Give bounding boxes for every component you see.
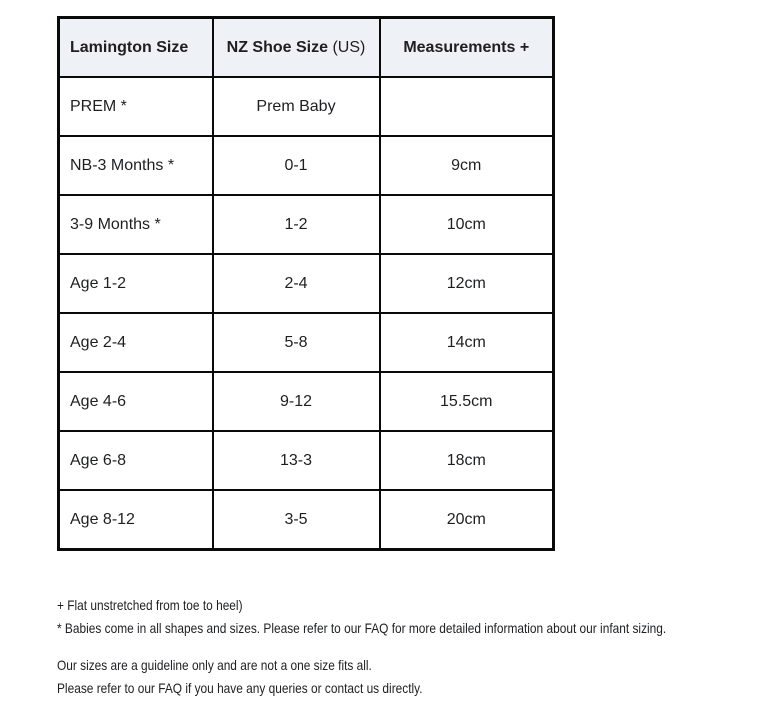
cell-size: 3-9 Months * [59,195,213,254]
cell-measurement [380,77,554,136]
cell-measurement: 12cm [380,254,554,313]
table-row [59,77,554,136]
table-row [59,195,554,254]
footnote-block-symbols [57,594,774,640]
cell-size: Age 8-12 [59,490,213,550]
cell-measurement: 10cm [380,195,554,254]
cell-size: Age 6-8 [59,431,213,490]
cell-size: Age 4-6 [59,372,213,431]
col-header-nz-shoe-size [213,18,380,78]
col-header-shoe-bold-text: NZ Shoe Size [226,38,328,56]
table-row [59,254,554,313]
footnote-block-guideline [57,654,774,700]
cell-shoe-size: 3-5 [213,490,380,550]
footnotes-section [57,594,774,700]
size-chart-table [57,16,555,551]
table-row [59,372,554,431]
footnote-contact-note: Please refer to our FAQ if you have any queries or contact us directly. [57,680,423,696]
table-row [59,431,554,490]
cell-size: Age 2-4 [59,313,213,372]
cell-shoe-size: 0-1 [213,136,380,195]
col-header-shoe-normal-text: (US) [332,38,366,56]
cell-shoe-size: 2-4 [213,254,380,313]
cell-shoe-size: 1-2 [213,195,380,254]
cell-shoe-size: 9-12 [213,372,380,431]
col-header-lamington-size: Lamington Size [59,18,213,78]
footnote-measurement-note: + Flat unstretched from toe to heel) [57,597,243,613]
cell-size: NB-3 Months * [59,136,213,195]
footnote-guideline-note: Our sizes are a guideline only and are not a one size fits all. [57,657,372,673]
cell-shoe-size: 5-8 [213,313,380,372]
cell-shoe-size: 13-3 [213,431,380,490]
table-row [59,136,554,195]
cell-size: Age 1-2 [59,254,213,313]
cell-size: PREM * [59,77,213,136]
table-row [59,313,554,372]
cell-measurement: 20cm [380,490,554,550]
cell-measurement: 18cm [380,431,554,490]
cell-measurement: 14cm [380,313,554,372]
table-row [59,490,554,550]
cell-measurement: 9cm [380,136,554,195]
footnote-infant-sizing-note: * Babies come in all shapes and sizes. Please refer to our FAQ for more detailed information about our infant sizing. [57,620,667,636]
cell-shoe-size: Prem Baby [213,77,380,136]
table-header-row [59,18,554,78]
col-header-measurements: Measurements + [380,18,554,78]
cell-measurement: 15.5cm [380,372,554,431]
